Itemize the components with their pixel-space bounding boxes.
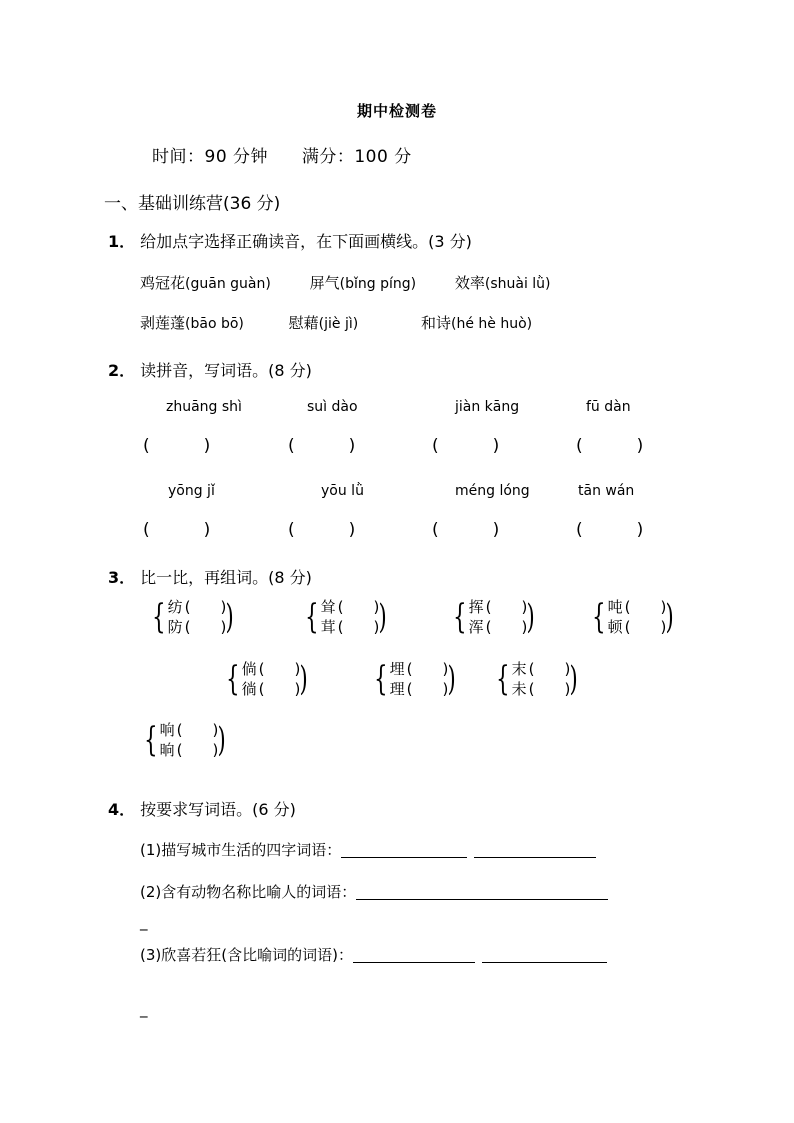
compare-row-bottom[interactable]: 徜 ( ) bbox=[241, 679, 301, 698]
pinyin-cell: jiàn kāng bbox=[455, 399, 520, 415]
exam-time: 时间：90 分钟 bbox=[152, 147, 269, 167]
left-brace-icon: { bbox=[453, 596, 467, 637]
left-brace-icon: { bbox=[305, 596, 319, 637]
pinyin-cell: tān wán bbox=[578, 483, 635, 499]
sub-item-label: (1)描写城市生活的四字词语： bbox=[140, 841, 342, 859]
compare-rows bbox=[469, 600, 528, 636]
compare-rows bbox=[512, 662, 571, 698]
right-paren-icon: ) bbox=[526, 596, 536, 637]
choice-options: (hé hè huò) bbox=[451, 316, 533, 332]
left-brace-icon: { bbox=[374, 658, 388, 699]
compare-row-top[interactable]: 倘 ( ) bbox=[241, 660, 301, 678]
answer-bracket[interactable]: ( ) bbox=[288, 520, 356, 540]
question-2-pinyin-row-1 bbox=[0, 399, 794, 419]
choice-options: (bǐng píng) bbox=[339, 276, 417, 292]
compare-row-bottom[interactable]: 茸 ( ) bbox=[320, 617, 380, 636]
answer-bracket[interactable]: ( ) bbox=[432, 520, 500, 540]
compare-row-bottom[interactable]: 顿 ( ) bbox=[607, 617, 667, 636]
question-1-text: 给加点字选择正确读音，在下面画横线。(3 分) bbox=[140, 232, 472, 251]
compare-group[interactable] bbox=[222, 658, 311, 699]
question-4-number: 4． bbox=[108, 800, 136, 819]
choice-word: 鸡冠花 bbox=[140, 274, 186, 292]
right-paren-icon: ) bbox=[378, 596, 388, 637]
sub-item-label: (2)含有动物名称比喻人的词语： bbox=[140, 883, 357, 901]
compare-row-top[interactable]: 埋 ( ) bbox=[389, 660, 449, 678]
right-paren-icon: ) bbox=[217, 719, 227, 760]
choice-word: 屏气 bbox=[309, 274, 340, 292]
exam-full-score: 满分：100 分 bbox=[301, 147, 412, 167]
question-3-prompt bbox=[108, 565, 312, 588]
question-2-prompt bbox=[108, 358, 312, 381]
answer-bracket[interactable]: ( ) bbox=[143, 436, 211, 456]
choice-item[interactable] bbox=[289, 312, 359, 333]
choice-options: (bāo bō) bbox=[185, 316, 244, 332]
compare-group[interactable] bbox=[492, 658, 581, 699]
question-3-text: 比一比，再组词。(8 分) bbox=[140, 568, 312, 587]
question-4-item-2 bbox=[140, 881, 608, 902]
answer-bracket[interactable]: ( ) bbox=[576, 436, 644, 456]
compare-row-top[interactable]: 耸 ( ) bbox=[320, 598, 380, 616]
choice-options: (jiè jì) bbox=[318, 316, 359, 332]
compare-rows bbox=[168, 600, 227, 636]
question-2-text: 读拼音，写词语。(8 分) bbox=[140, 361, 312, 380]
exam-meta bbox=[152, 142, 412, 167]
pinyin-cell: fū dàn bbox=[586, 399, 631, 415]
compare-group[interactable] bbox=[148, 596, 237, 637]
question-4-item-1 bbox=[140, 839, 596, 860]
answer-blank[interactable] bbox=[353, 948, 475, 963]
choice-item[interactable] bbox=[455, 272, 551, 293]
choice-options: (shuài lǜ) bbox=[484, 276, 551, 292]
right-paren-icon: ) bbox=[299, 658, 309, 699]
compare-group[interactable] bbox=[449, 596, 538, 637]
compare-row-top[interactable]: 挥 ( ) bbox=[468, 598, 528, 616]
pinyin-cell: méng lóng bbox=[455, 483, 530, 499]
compare-row-top[interactable]: 吨 ( ) bbox=[607, 598, 667, 616]
question-2-blank-row-1 bbox=[0, 436, 794, 460]
right-paren-icon: ) bbox=[447, 658, 457, 699]
pinyin-cell: yōu lǜ bbox=[321, 483, 364, 499]
right-paren-icon: ) bbox=[225, 596, 235, 637]
question-1-row-2 bbox=[140, 312, 532, 333]
compare-rows bbox=[608, 600, 667, 636]
answer-bracket[interactable]: ( ) bbox=[288, 436, 356, 456]
question-2-number: 2． bbox=[108, 361, 136, 380]
question-3-number: 3． bbox=[108, 568, 136, 587]
compare-row-top[interactable]: 响 ( ) bbox=[159, 721, 219, 739]
choice-item[interactable] bbox=[310, 272, 416, 293]
compare-row-bottom[interactable]: 防 ( ) bbox=[167, 617, 227, 636]
question-1-row-1 bbox=[140, 272, 551, 293]
choice-word: 效率 bbox=[454, 274, 485, 292]
right-paren-icon: ) bbox=[569, 658, 579, 699]
page-title: 期中检测卷 bbox=[356, 102, 437, 120]
left-brace-icon: { bbox=[496, 658, 510, 699]
compare-rows bbox=[160, 723, 219, 759]
compare-row-top[interactable]: 末 ( ) bbox=[511, 660, 571, 678]
question-1-number: 1． bbox=[108, 232, 136, 251]
left-brace-icon: { bbox=[152, 596, 166, 637]
compare-rows bbox=[390, 662, 449, 698]
answer-blank[interactable] bbox=[341, 843, 467, 858]
section-heading: 一、基础训练营(36 分) bbox=[104, 194, 281, 214]
choice-item[interactable] bbox=[421, 312, 532, 333]
question-2-pinyin-row-2 bbox=[0, 483, 794, 503]
question-4-item-2-continuation: _ bbox=[140, 913, 148, 931]
compare-group[interactable] bbox=[588, 596, 677, 637]
compare-rows bbox=[321, 600, 380, 636]
pinyin-cell: suì dào bbox=[307, 399, 358, 415]
sub-item-label: (3)欣喜若狂(含比喻词的词语)： bbox=[140, 946, 353, 964]
left-brace-icon: { bbox=[144, 719, 158, 760]
choice-item[interactable] bbox=[140, 312, 244, 333]
question-4-item-3 bbox=[140, 944, 607, 965]
pinyin-cell: zhuāng shì bbox=[166, 399, 242, 415]
choice-word: 慰藉 bbox=[288, 314, 319, 332]
choice-word: 和诗 bbox=[421, 314, 452, 332]
answer-blank[interactable] bbox=[480, 885, 608, 900]
right-paren-icon: ) bbox=[665, 596, 675, 637]
compare-group[interactable] bbox=[370, 658, 459, 699]
answer-bracket[interactable]: ( ) bbox=[576, 520, 644, 540]
compare-row-bottom[interactable]: 未 ( ) bbox=[511, 679, 571, 698]
question-1-prompt bbox=[108, 229, 472, 252]
question-4-item-3-continuation: _ bbox=[140, 1000, 148, 1018]
question-4-text: 按要求写词语。(6 分) bbox=[140, 800, 296, 819]
left-brace-icon: { bbox=[592, 596, 606, 637]
choice-options: (guān guàn) bbox=[185, 276, 271, 292]
choice-word: 剥莲蓬 bbox=[140, 314, 186, 332]
compare-row-bottom[interactable]: 晌 ( ) bbox=[159, 740, 219, 759]
compare-row-bottom[interactable]: 理 ( ) bbox=[389, 679, 449, 698]
answer-blank[interactable] bbox=[474, 843, 596, 858]
compare-row-top[interactable]: 纺 ( ) bbox=[167, 598, 227, 616]
choice-item[interactable] bbox=[140, 272, 271, 293]
compare-group[interactable] bbox=[140, 719, 229, 760]
answer-bracket[interactable]: ( ) bbox=[143, 520, 211, 540]
answer-blank[interactable] bbox=[482, 948, 607, 963]
compare-group[interactable] bbox=[301, 596, 390, 637]
answer-bracket[interactable]: ( ) bbox=[432, 436, 500, 456]
left-brace-icon: { bbox=[226, 658, 240, 699]
compare-rows bbox=[242, 662, 301, 698]
answer-blank[interactable] bbox=[356, 885, 480, 900]
question-4-prompt bbox=[108, 797, 296, 820]
compare-row-bottom[interactable]: 浑 ( ) bbox=[468, 617, 528, 636]
question-2-blank-row-2 bbox=[0, 520, 794, 544]
pinyin-cell: yōng jǐ bbox=[168, 483, 215, 499]
